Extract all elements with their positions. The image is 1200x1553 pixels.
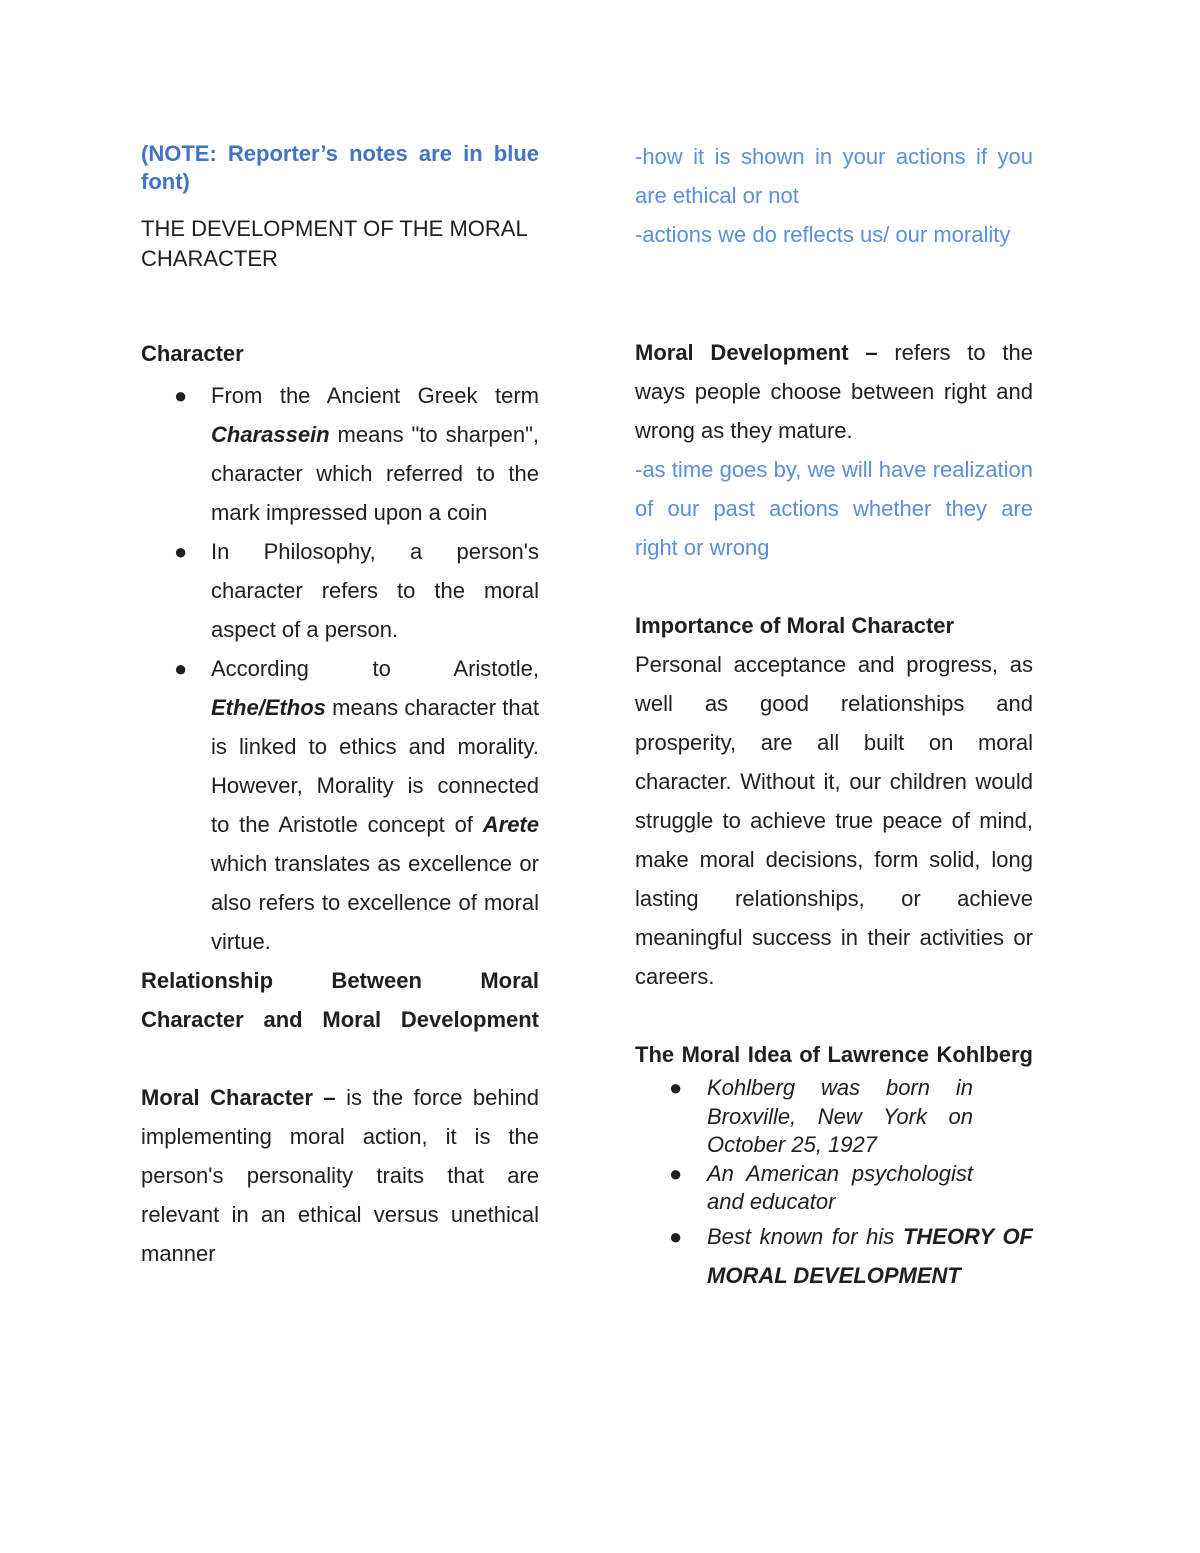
document-title: THE DEVELOPMENT OF THE MORAL CHARACTER — [141, 216, 527, 271]
importance-heading: Importance of Moral Character — [635, 613, 955, 638]
list-item: ● From the Ancient Greek term Charassein means "to sharpen", character which referred to the mark impressed upon a coin — [141, 376, 539, 532]
list-item: ● Kohlberg was born in Broxville, New York on October 25, 1927 — [669, 1075, 973, 1157]
kohlberg-bullet-list — [635, 1074, 973, 1217]
left-column — [141, 140, 539, 1273]
term-charassein: Charassein — [211, 422, 330, 447]
importance-paragraph: Personal acceptance and progress, as well as good relationships and prosperity, are all built on moral character. Without it, our children would struggle to achieve true peace of mind, make moral decisions, form solid, long lasting relationships, or achieve meaningful success in their activities or careers. — [635, 652, 1033, 989]
list-item: ● Best known for his THEORY OF MORAL DEVELOPMENT — [635, 1217, 1033, 1295]
list-item: ● An American psychologist and educator — [669, 1160, 973, 1214]
term-ethos: Ethe/Ethos — [211, 695, 326, 720]
bullet-icon: ● — [174, 656, 188, 681]
bullet-icon: ● — [669, 1223, 683, 1249]
moral-development-paragraph: Moral Development – refers to the ways people choose between right and wrong as they mature. — [635, 340, 1033, 443]
reporter-note-1: -how it is shown in your actions if you are ethical or not — [635, 144, 1033, 208]
right-column — [635, 140, 1033, 1295]
list-item: ● According to Aristotle, Ethe/Ethos means character that is linked to ethics and morality. However, Morality is connected to the Aristotle concept of Arete which translates as excellence or also refers to excellence of moral virtue. — [141, 649, 539, 961]
kohlberg-heading: The Moral Idea of Lawrence Kohlberg — [635, 1042, 1033, 1067]
term-theory-of-moral-development: THEORY OF MORAL DEVELOPMENT — [707, 1223, 1033, 1288]
bullet-icon: ● — [669, 1075, 683, 1100]
relationship-heading: Relationship Between Moral Character and Moral Development — [141, 968, 539, 1032]
moral-character-term: Moral Character – — [141, 1085, 336, 1110]
moral-character-paragraph: Moral Character – is the force behind implementing moral action, it is the person's personality traits that are relevant in an ethical versus unethical manner — [141, 1085, 539, 1266]
list-item: ● In Philosophy, a person's character refers to the moral aspect of a person. — [141, 532, 539, 649]
bullet-icon: ● — [669, 1160, 683, 1186]
moral-development-term: Moral Development – — [635, 340, 878, 365]
kohlberg-bullet-list-2 — [635, 1217, 1033, 1295]
bullet-icon: ● — [174, 539, 188, 564]
bullet-icon: ● — [174, 383, 188, 408]
character-bullet-list — [141, 376, 539, 961]
term-arete: Arete — [482, 812, 539, 837]
reporter-note-2: -actions we do reflects us/ our morality — [635, 222, 1011, 247]
character-heading: Character — [141, 341, 244, 366]
reporter-note: (NOTE: Reporter’s notes are in blue font) — [141, 141, 539, 194]
reporter-note-3: -as time goes by, we will have realization of our past actions whether they are right or wrong — [635, 457, 1033, 560]
